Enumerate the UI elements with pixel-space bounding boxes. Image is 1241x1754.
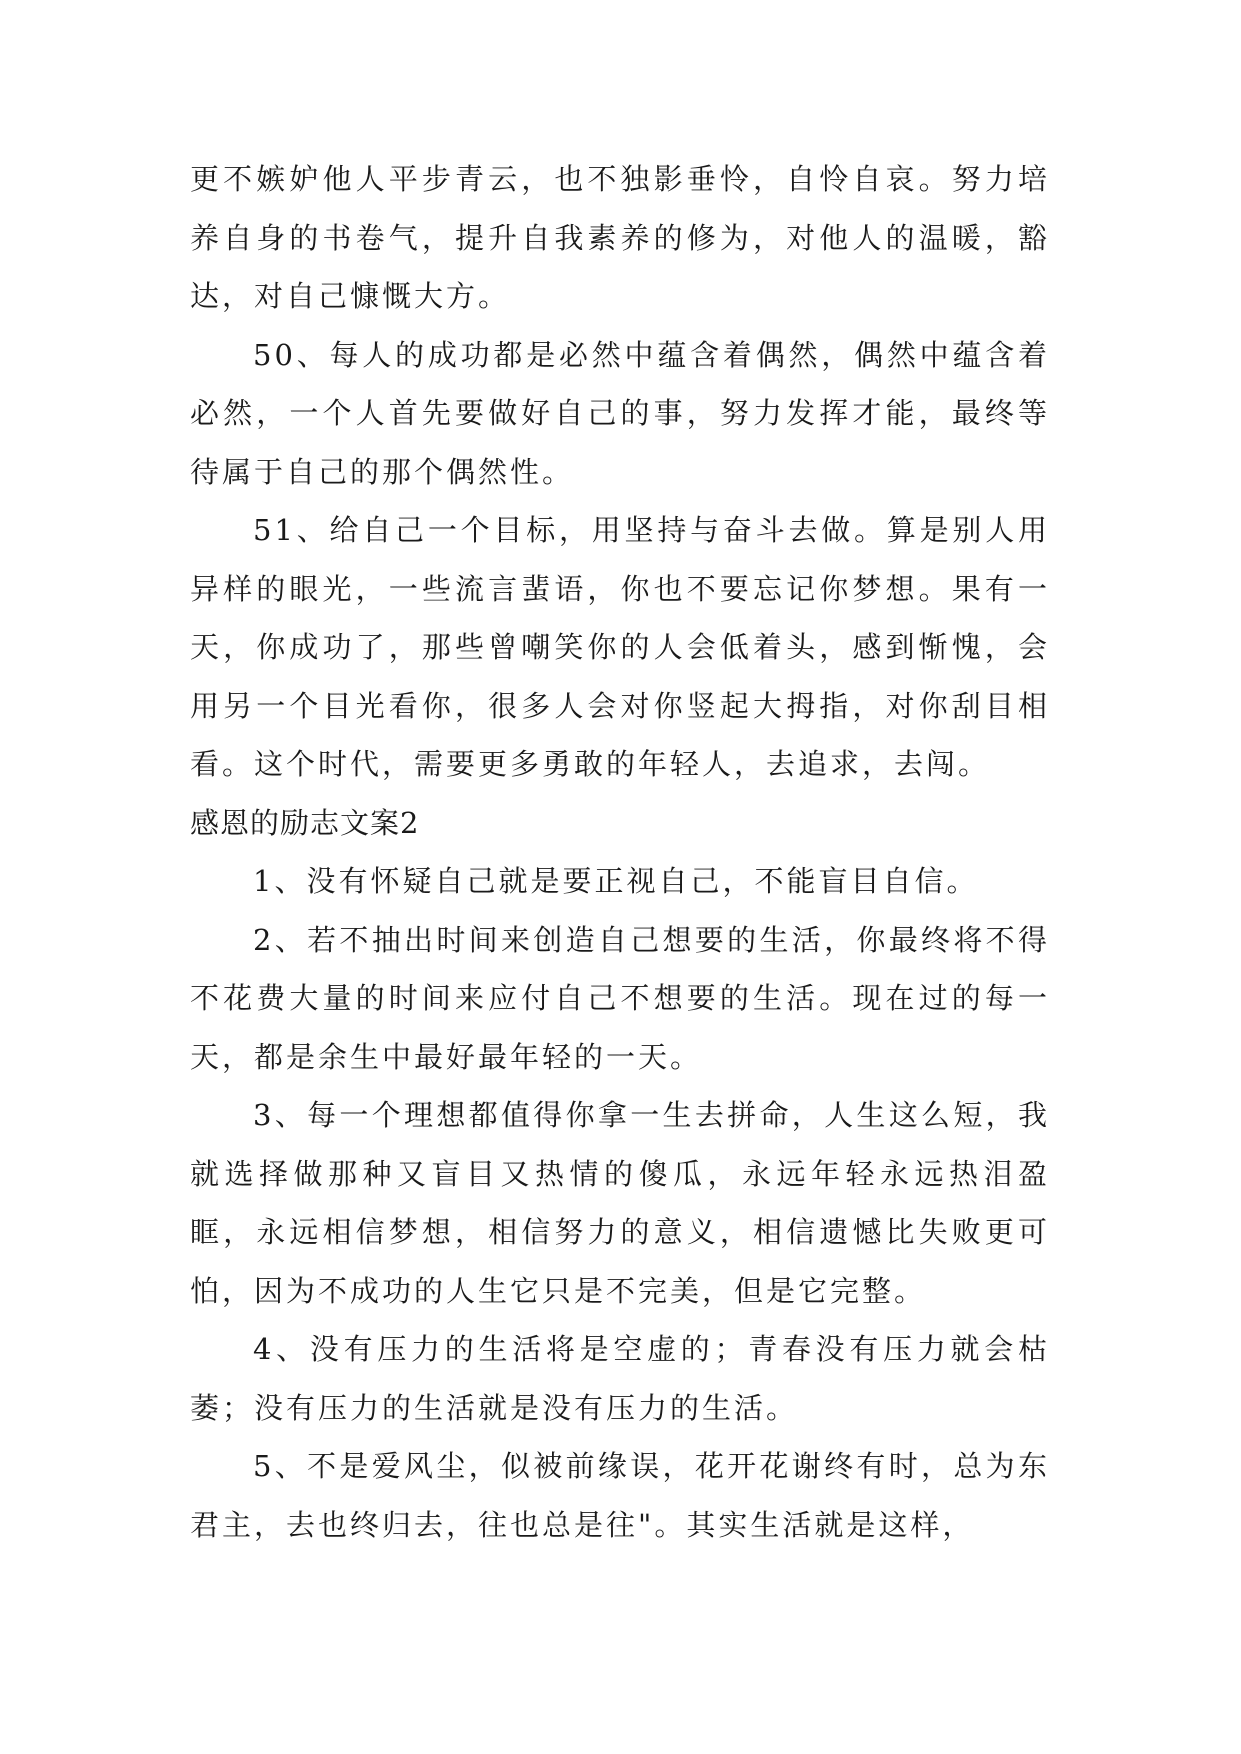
paragraph-item-50: 50、每人的成功都是必然中蕴含着偶然，偶然中蕴含着必然，一个人首先要做好自己的事，努力发挥才能，最终等待属于自己的那个偶然性。 xyxy=(190,337,1050,489)
document-page xyxy=(190,150,1050,1554)
paragraph-item-51: 51、给自己一个目标，用坚持与奋斗去做。算是别人用异样的眼光，一些流言蜚语，你也不要忘记你梦想。果有一天，你成功了，那些曾嘲笑你的人会低着头，感到惭愧，会用另一个目光看你，很多人会对你竖起大拇指，对你刮目相看。这个时代，需要更多勇敢的年轻人，去追求，去闯。 xyxy=(190,513,1050,781)
paragraph-continued: 更不嫉妒他人平步青云，也不独影垂怜，自怜自哀。努力培养自身的书卷气，提升自我素养的修为，对他人的温暖，豁达，对自己慷慨大方。 xyxy=(190,162,1050,313)
list-item: 3、每一个理想都值得你拿一生去拼命，人生这么短，我就选择做那种又盲目又热情的傻瓜，永远年轻永远热泪盈眶，永远相信梦想，相信努力的意义，相信遗憾比失败更可怕，因为不成功的人生它只是不完美，但是它完整。 xyxy=(190,1098,1050,1308)
list-item: 1、没有怀疑自己就是要正视自己，不能盲目自信。 xyxy=(253,864,979,898)
list-item: 4、没有压力的生活将是空虚的；青春没有压力就会枯萎；没有压力的生活就是没有压力的生活。 xyxy=(190,1332,1050,1425)
section-title: 感恩的励志文案2 xyxy=(190,805,420,840)
list-item: 5、不是爱风尘，似被前缘误，花开花谢终有时，总为东君主，去也终归去，往也总是往"。其实生活就是这样， xyxy=(190,1449,1050,1542)
list-item: 2、若不抽出时间来创造自己想要的生活，你最终将不得不花费大量的时间来应付自己不想要的生活。现在过的每一天，都是余生中最好最年轻的一天。 xyxy=(190,922,1050,1074)
